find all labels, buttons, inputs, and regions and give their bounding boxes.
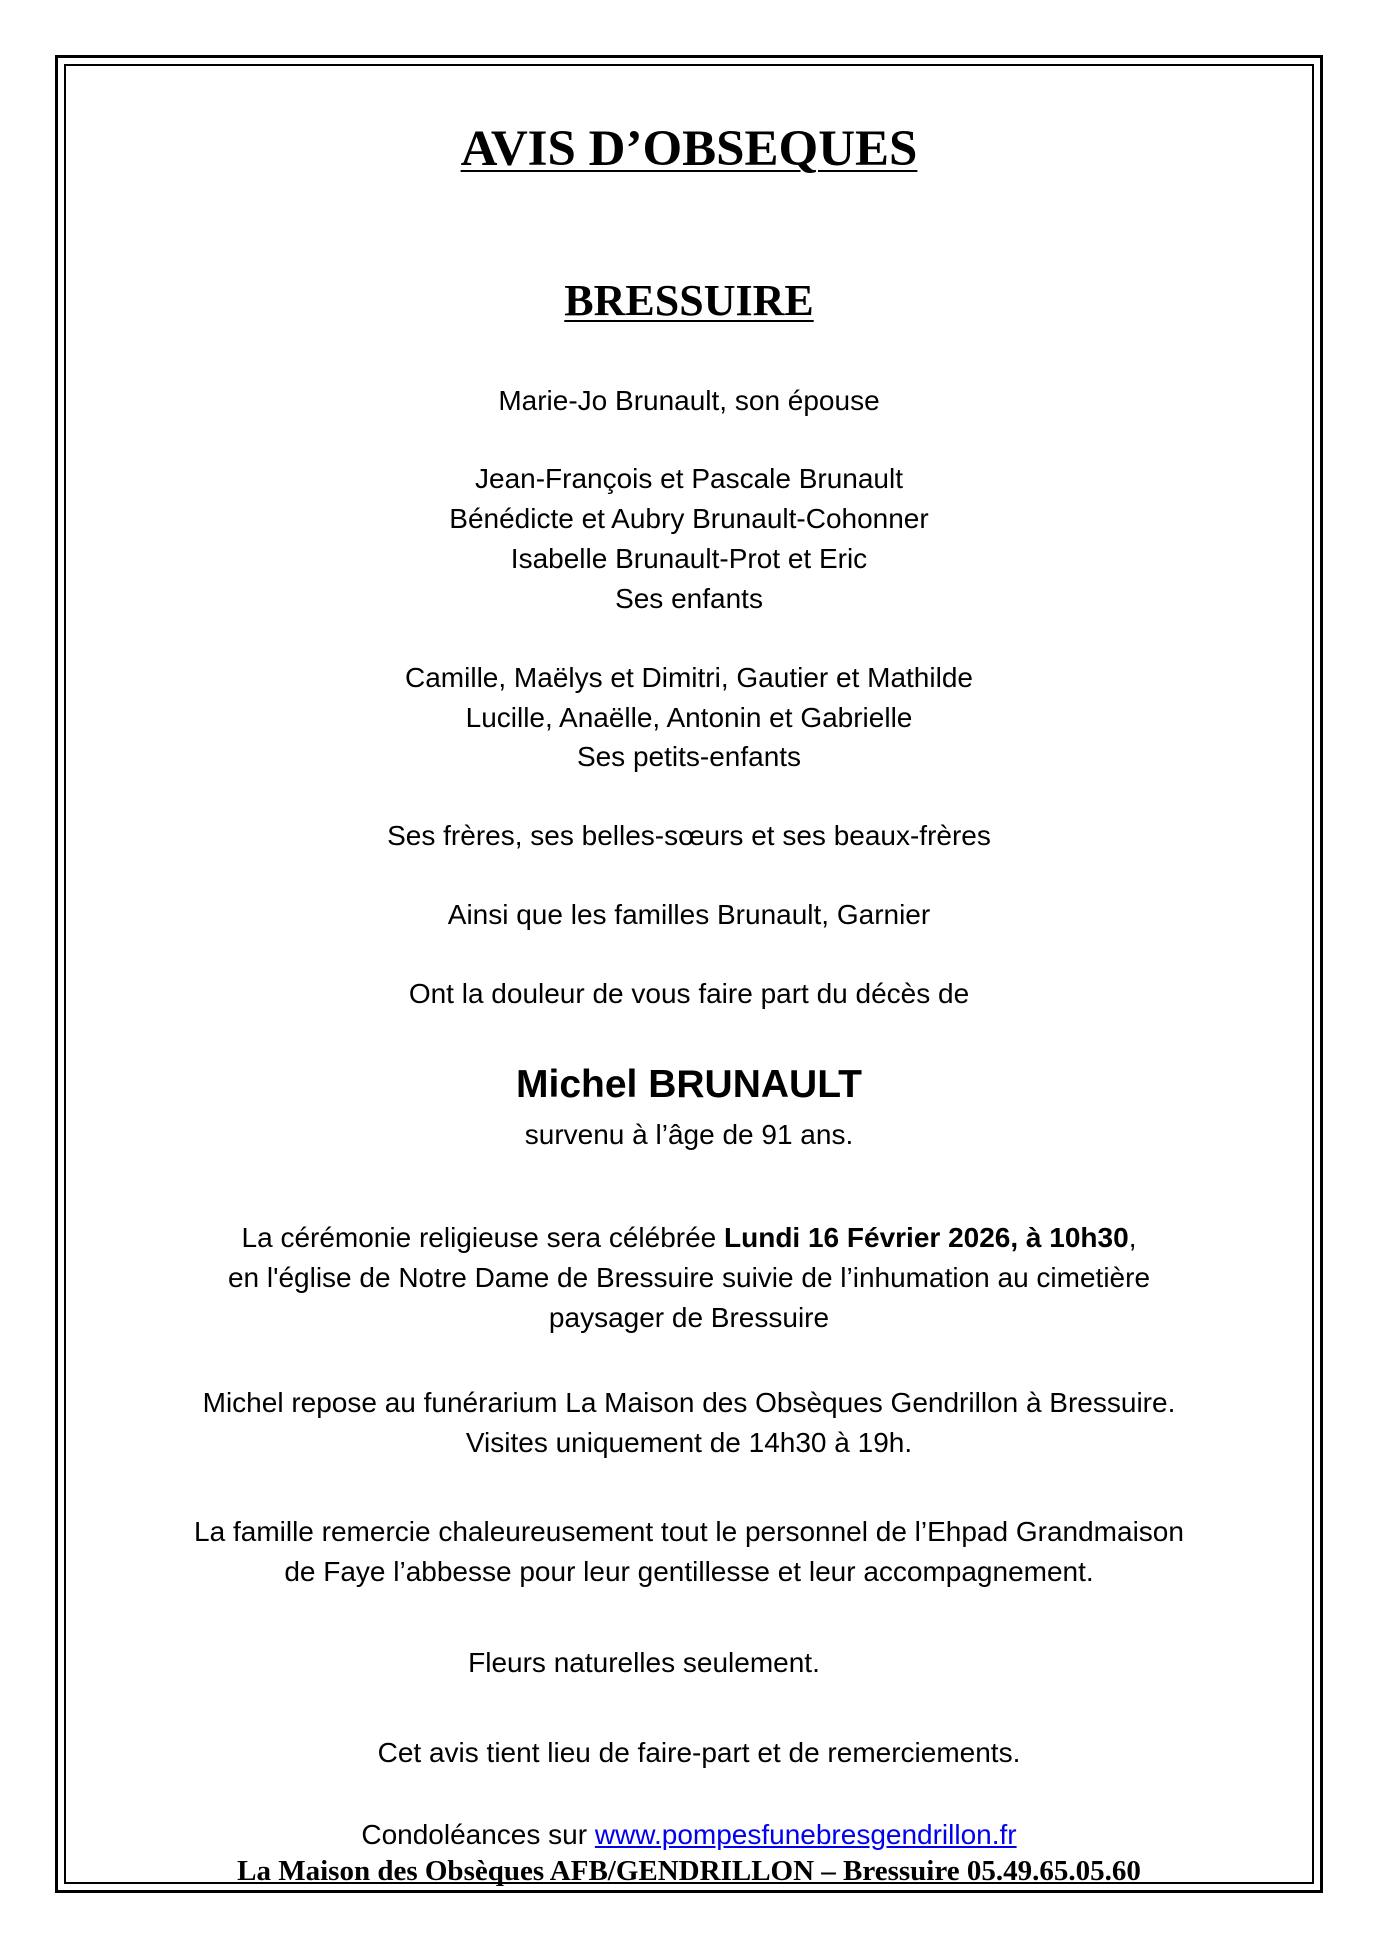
- children-label: Ses enfants: [615, 583, 763, 614]
- siblings-line: Ses frères, ses belles-sœurs et ses beaux-frères: [387, 820, 991, 851]
- ceremony-line-2: en l'église de Notre Dame de Bressuire suivie de l’inhumation au cimetière: [227, 1262, 1151, 1293]
- announcement-line: Ont la douleur de vous faire part du décès de: [408, 978, 970, 1009]
- rest-line-2: Visites uniquement de 14h30 à 19h.: [465, 1427, 913, 1458]
- families-line: Ainsi que les familles Brunault, Garnier: [447, 899, 931, 930]
- children-line-3: Isabelle Brunault-Prot et Eric: [510, 543, 868, 574]
- condolences-prefix: Condoléances sur: [361, 1819, 595, 1850]
- rest-line-1: Michel repose au funérarium La Maison des Obsèques Gendrillon à Bressuire.: [202, 1387, 1176, 1418]
- website-link[interactable]: www.pompesfunebresgendrillon.fr: [594, 1819, 1017, 1850]
- thanks-line-1: La famille remercie chaleureusement tout le personnel de l’Ehpad Grandmaison: [194, 1516, 1184, 1547]
- condolences-line: [64, 1819, 1314, 1851]
- city-heading: BRESSUIRE: [564, 276, 814, 325]
- children-line-1: Jean-François et Pascale Brunault: [475, 463, 903, 494]
- grandchildren-line-1: Camille, Maëlys et Dimitri, Gautier et Mathilde: [405, 662, 973, 693]
- age-line: survenu à l’âge de 91 ans.: [524, 1119, 854, 1150]
- flowers-line: Fleurs naturelles seulement.: [468, 1647, 820, 1678]
- footer-line: La Maison des Obsèques AFB/GENDRILLON – Bressuire 05.49.65.05.60: [237, 1855, 1141, 1887]
- grandchildren-label: Ses petits-enfants: [576, 741, 802, 772]
- notice-line: Cet avis tient lieu de faire-part et de remerciements.: [377, 1737, 1021, 1768]
- ceremony-date: Lundi 16 Février 2026, à 10h30: [724, 1222, 1129, 1253]
- ceremony-suffix: ,: [1128, 1222, 1137, 1253]
- grandchildren-line-2: Lucille, Anaëlle, Antonin et Gabrielle: [465, 702, 913, 733]
- ceremony-line-3: paysager de Bressuire: [548, 1302, 830, 1333]
- spouse-line: Marie-Jo Brunault, son épouse: [498, 385, 880, 416]
- inner-border: [64, 64, 1314, 1884]
- page-title: AVIS D’OBSEQUES: [460, 121, 918, 177]
- thanks-line-2: de Faye l’abbesse pour leur gentillesse et leur accompagnement.: [284, 1556, 1094, 1587]
- children-line-2: Bénédicte et Aubry Brunault-Cohonner: [449, 503, 929, 534]
- ceremony-prefix: La cérémonie religieuse sera célébrée: [241, 1222, 725, 1253]
- ceremony-line-1: [64, 1222, 1314, 1254]
- deceased-name: Michel BRUNAULT: [516, 1063, 862, 1106]
